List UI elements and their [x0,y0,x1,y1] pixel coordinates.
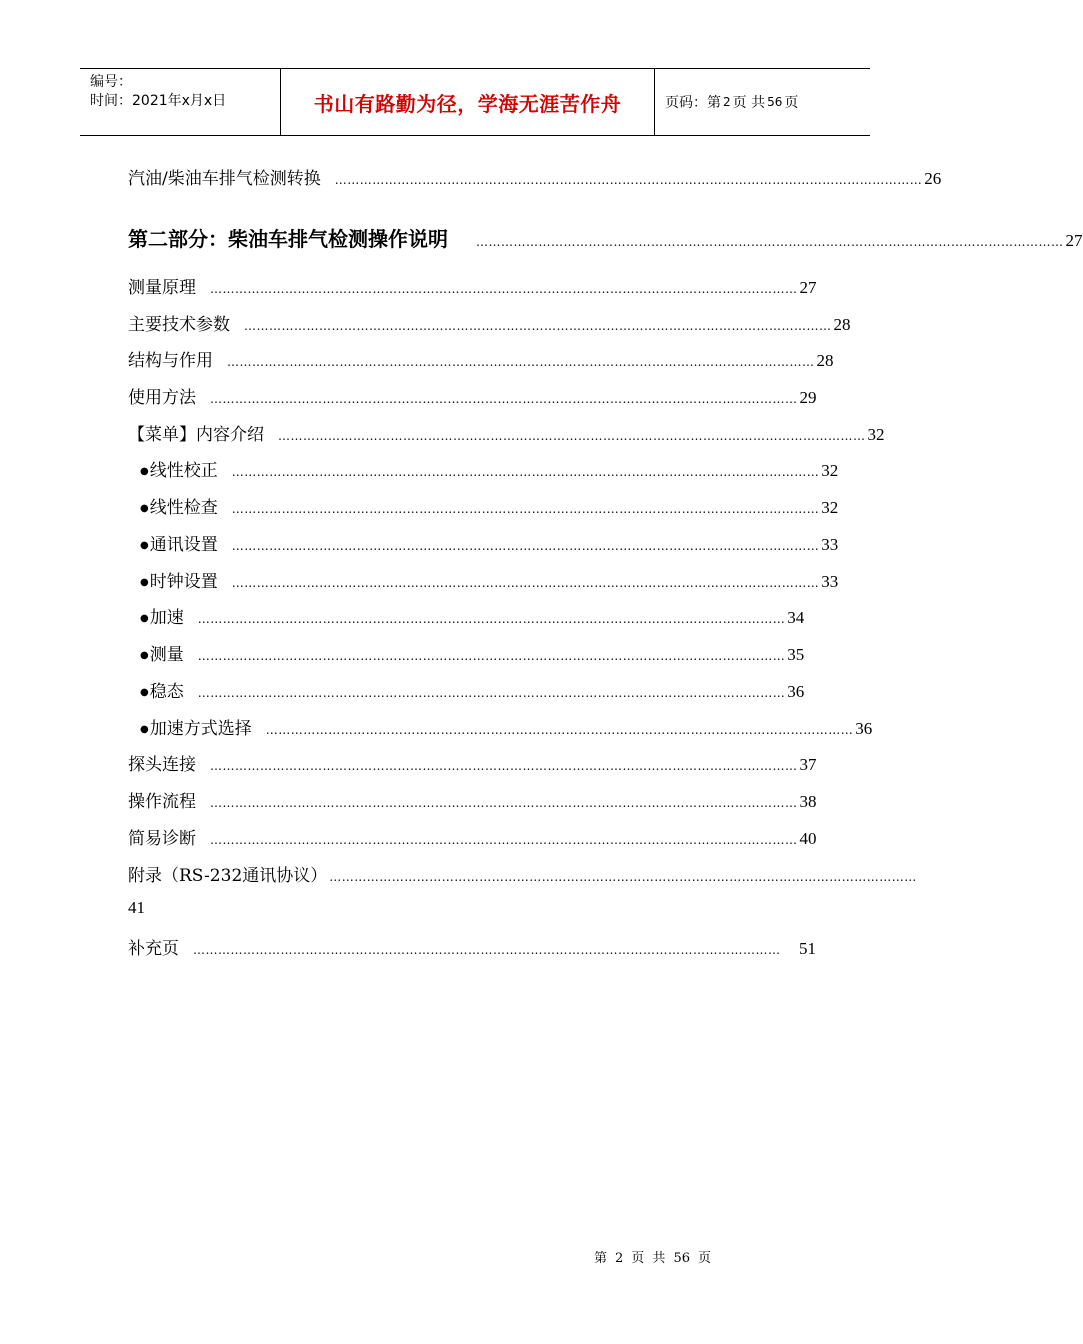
page-suffix: 页 [784,95,799,111]
toc-entry[interactable] [128,750,816,775]
footer-suffix: 页 [697,1251,711,1266]
toc-label: ● 测量 [140,640,184,665]
toc-label: 结构与作用 [128,351,213,371]
toc-entry[interactable] [140,603,805,628]
toc-page: 36 [787,682,805,701]
footer-prefix: 第 [594,1251,608,1266]
toc-entry[interactable] [140,456,839,481]
toc-label: 主要技术参数 [128,315,230,335]
toc-label: ● 线性校正 [140,456,218,481]
toc-leader: …………………………………………………………………………………………………………………………… [278,429,866,443]
toc-label: ● 通讯设置 [140,530,218,555]
toc-page: 33 [821,572,839,591]
header-motto: 书山有路勤为径，学海无涯苦作舟 [281,69,655,135]
toc-leader: …………………………………………………………………………………………………………………………… [334,173,923,187]
toc-page: 32 [867,425,885,444]
toc-page: 40 [799,829,817,848]
toc-label: 探头连接 [128,755,196,775]
toc-page: 38 [799,792,817,811]
toc-entry[interactable] [128,934,816,959]
toc-entry[interactable] [128,824,816,849]
toc-label: 操作流程 [128,792,196,812]
toc-label: 补充页 [128,939,179,959]
toc-leader: …………………………………………………………………………………………………………………………… [231,465,820,479]
toc-leader: …………………………………………………………………………………………………………………………… [193,943,781,957]
toc-leader: …………………………………………………………………………………………………………………………… [197,649,786,663]
toc-leader: …………………………………………………………………………………………………………………………… [227,355,815,369]
toc-entry[interactable] [128,861,917,886]
footer-mid: 页 共 [631,1251,666,1266]
toc-page: 35 [787,645,805,664]
page-header [80,68,870,136]
toc-leader: …………………………………………………………………………………………………………………………… [210,392,798,406]
toc-entry[interactable] [128,223,1083,252]
footer-current: 2 [615,1251,624,1266]
toc-label: 附录（RS-232通讯协议） [128,866,328,886]
header-meta [80,69,281,135]
serial-label: 编号： [90,74,132,90]
toc-leader: …………………………………………………………………………………………………………………………… [197,612,786,626]
toc-leader: …………………………………………………………………………………………………………………………… [210,833,798,847]
toc-leader: …………………………………………………………………………………………………………………………… [231,539,820,553]
toc-page: 36 [855,719,873,738]
footer-total: 56 [673,1251,690,1266]
toc-page: 28 [816,351,834,370]
toc-label: ● 加速方式选择 [140,714,252,739]
toc-page: 41 [128,898,145,917]
toc-entry[interactable] [128,310,851,335]
toc-entry[interactable] [128,787,816,812]
toc-entry[interactable] [128,383,816,408]
toc-entry[interactable] [128,420,885,445]
toc-page: 26 [924,169,942,188]
toc-leader: …………………………………………………………………………………………………………………………… [210,282,798,296]
toc-page: 32 [821,461,839,480]
toc-entry[interactable] [140,493,839,518]
toc-page: 32 [821,498,839,517]
toc-label: 【菜单】内容介绍 [128,425,264,445]
page-current: 2 [723,95,731,109]
page-mid: 页 共 [732,95,766,111]
toc-leader: …………………………………………………………………………………………………………………………… [231,576,820,590]
header-page-number [655,69,870,135]
toc-entry[interactable] [140,640,805,665]
toc-leader: …………………………………………………………………………………………………………………………… [210,759,798,773]
toc-page: 51 [799,939,816,958]
toc-label: 第二部分：柴油车排气检测操作说明 [128,227,448,251]
toc-page: 37 [799,755,817,774]
toc-label: 使用方法 [128,388,196,408]
toc-entry[interactable] [128,164,942,189]
toc-entry[interactable] [140,567,839,592]
toc-label: 测量原理 [128,278,196,298]
toc-label: ● 稳态 [140,677,184,702]
toc-entry[interactable] [128,346,834,371]
toc-leader: …………………………………………………………………………………………………………………………… [244,319,832,333]
toc-entry[interactable] [128,273,816,298]
toc-leader: …………………………………………………………………………………………………………………………… [265,723,854,737]
toc-leader: …………………………………………………………………………………………………………………………… [476,235,1064,249]
toc-label: 汽油/柴油车排气检测转换 [128,169,321,189]
toc-page: 33 [821,535,839,554]
toc-page: 34 [787,608,805,627]
toc-leader: …………………………………………………………………………………………………………………………… [231,502,820,516]
toc-leader: …………………………………………………………………………………………………………………………… [197,686,786,700]
toc-label: ● 线性检查 [140,493,218,518]
page-footer [594,1247,719,1266]
toc-label: ● 加速 [140,603,184,628]
toc-entry[interactable] [140,530,839,555]
page-total: 56 [767,95,783,109]
toc-page: 29 [799,388,817,407]
toc-leader: …………………………………………………………………………………………………………………………… [329,870,917,884]
toc-label: 简易诊断 [128,829,196,849]
time-label: 时间：2021年x月x日 [90,93,227,109]
toc-page: 27 [1065,231,1083,250]
toc-label: ● 时钟设置 [140,567,218,592]
toc-page: 27 [799,278,817,297]
toc-entry[interactable] [140,677,805,702]
toc-page: 28 [833,315,851,334]
toc-entry[interactable] [140,714,873,739]
page-prefix: 页码：第 [665,95,721,111]
toc-leader: …………………………………………………………………………………………………………………………… [210,796,798,810]
